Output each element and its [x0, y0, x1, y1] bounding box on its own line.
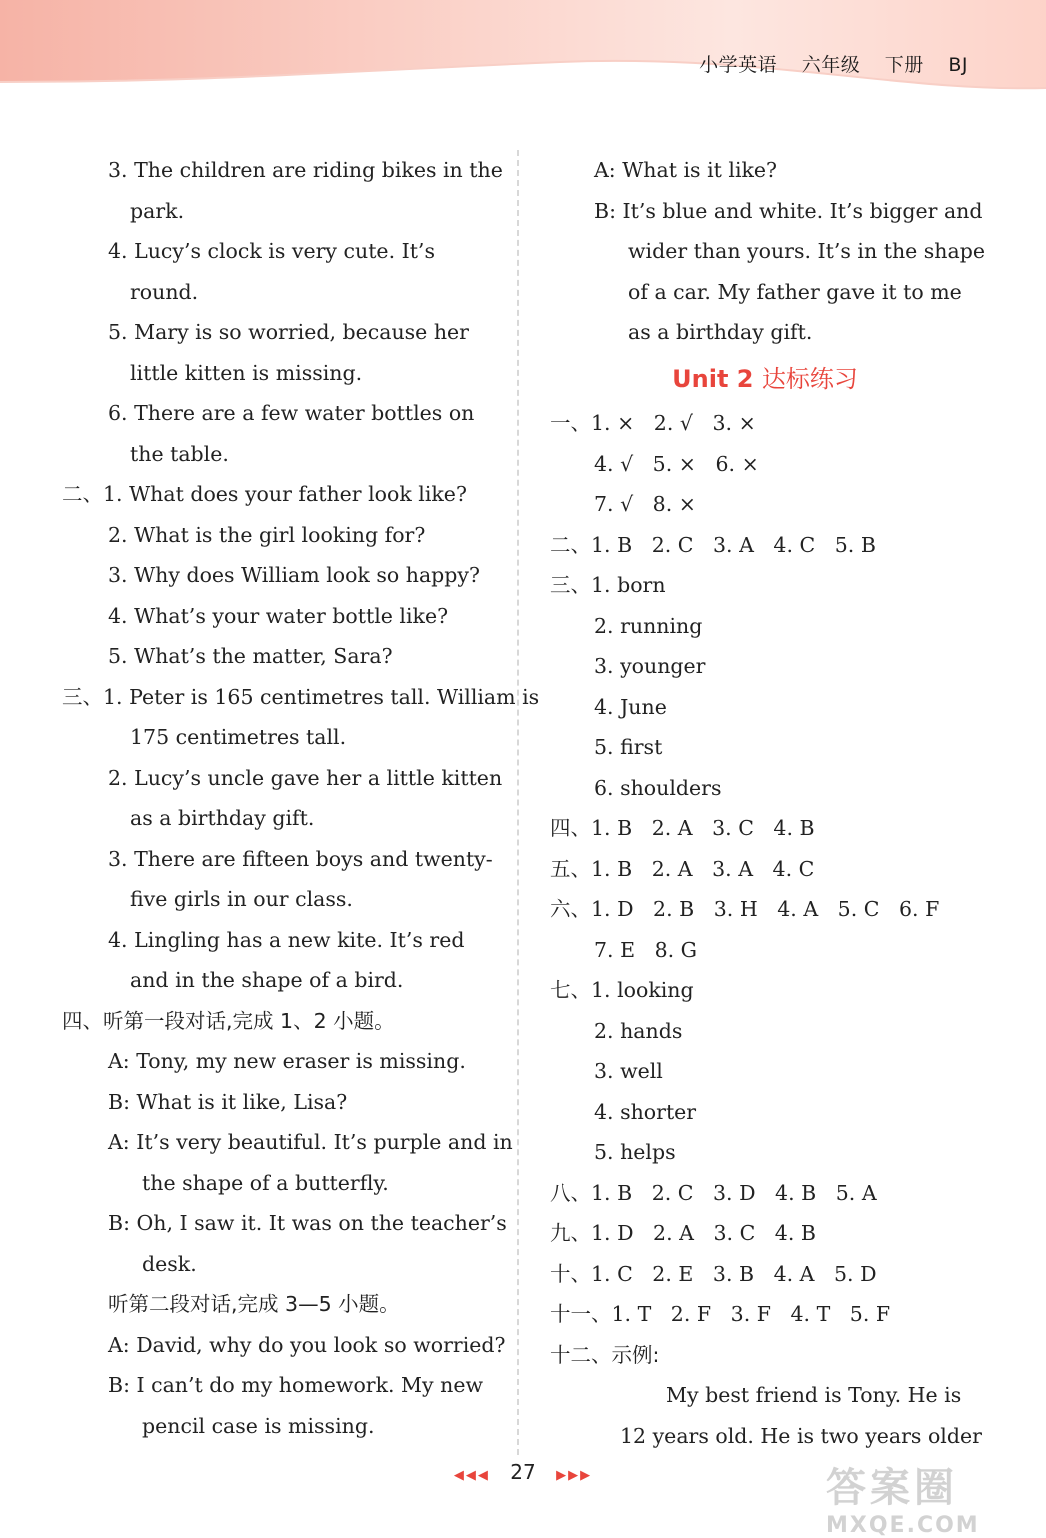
answer-line: 三、1. born — [550, 573, 666, 597]
section-heading: 二、1. What does your father look like? — [62, 482, 467, 506]
answer-line: 九、1. D 2. A 3. C 4. B — [550, 1221, 816, 1245]
sample-essay-line: 12 years old. He is two years older — [620, 1423, 982, 1448]
watermark-line1: 答案圈 — [826, 1465, 958, 1511]
answer-line: 四、1. B 2. A 3. C 4. B — [550, 816, 815, 840]
unit-title-zh: 达标练习 — [761, 364, 858, 393]
header-edition: BJ — [948, 54, 968, 76]
header-volume: 下册 — [884, 54, 924, 76]
header-grade: 六年级 — [801, 54, 861, 76]
answer-line: 4. June — [594, 694, 667, 719]
watermark-line2: MXQE.COM — [826, 1513, 980, 1538]
text-line: 6. There are a few water bottles on — [108, 401, 475, 425]
answer-line: 十二、示例: — [550, 1342, 660, 1367]
dialogue-line: wider than yours. It’s in the shape — [628, 239, 985, 263]
text-line: 175 centimetres tall. — [130, 725, 347, 749]
section-subheading: 听第二段对话,完成 3—5 小题。 — [108, 1292, 400, 1316]
section-heading: 三、1. Peter is 165 centimetres tall. William is — [62, 684, 540, 709]
dialogue-line: the shape of a butterfly. — [142, 1170, 389, 1195]
answer-line: 六、1. D 2. B 3. H 4. A 5. C 6. F — [550, 897, 940, 921]
dialogue-line: B: I can’t do my homework. My new — [108, 1373, 484, 1397]
answer-line: 八、1. B 2. C 3. D 4. B 5. A — [550, 1180, 877, 1205]
dialogue-line: B: What is it like, Lisa? — [108, 1089, 348, 1114]
answer-line: 3. well — [594, 1059, 663, 1083]
text-line: 3. The children are riding bikes in the — [108, 158, 503, 182]
answer-line: 十一、1. T 2. F 3. F 4. T 5. F — [550, 1302, 891, 1326]
column-divider — [517, 150, 519, 1455]
text-line: 4. Lingling has a new kite. It’s red — [108, 927, 465, 952]
text-line: little kitten is missing. — [130, 360, 363, 385]
text-line: 2. What is the girl looking for? — [108, 522, 426, 547]
text-line: as a birthday gift. — [130, 806, 315, 830]
dialogue-line: of a car. My father gave it to me — [628, 279, 962, 304]
answer-line: 7. E 8. G — [594, 937, 698, 962]
answer-line: 4. shorter — [594, 1099, 697, 1124]
text-line: park. — [130, 198, 185, 223]
answer-line: 五、1. B 2. A 3. A 4. C — [550, 856, 815, 881]
text-line: 4. Lucy’s clock is very cute. It’s — [108, 239, 435, 263]
text-line: the table. — [130, 441, 229, 466]
section-heading: 四、听第一段对话,完成 1、2 小题。 — [62, 1008, 395, 1033]
answer-line: 一、1. × 2. √ 3. × — [550, 411, 756, 435]
prev-arrows-icon: ◀◀◀ — [453, 1468, 490, 1483]
sample-essay-line: My best friend is Tony. He is — [666, 1383, 962, 1407]
left-column — [62, 150, 540, 1446]
answer-line: 二、1. B 2. C 3. A 4. C 5. B — [550, 532, 876, 557]
dialogue-line: A: It’s very beautiful. It’s purple and in — [108, 1130, 513, 1154]
text-line: 3. There are fifteen boys and twenty- — [108, 846, 493, 871]
answer-line: 2. running — [594, 613, 703, 638]
answer-line: 5. helps — [594, 1140, 676, 1164]
answer-line: 七、1. looking — [550, 978, 694, 1002]
dialogue-line: as a birthday gift. — [628, 320, 813, 344]
dialogue-line: A: David, why do you look so worried? — [108, 1332, 506, 1357]
text-line: five girls in our class. — [130, 887, 353, 911]
text-line: 2. Lucy’s uncle gave her a little kitten — [108, 765, 503, 790]
header-info — [681, 50, 968, 77]
answer-line: 十、1. C 2. E 3. B 4. A 5. D — [550, 1261, 877, 1286]
text-line: 3. Why does William look so happy? — [108, 563, 480, 587]
dialogue-line: A: What is it like? — [594, 158, 778, 182]
answer-line: 4. √ 5. × 6. × — [594, 451, 759, 476]
page-number: 27 — [510, 1460, 536, 1484]
next-arrows-icon: ▶▶▶ — [556, 1468, 593, 1483]
header-subject: 小学英语 — [699, 54, 778, 76]
answer-line: 3. younger — [594, 654, 706, 678]
text-line: 4. What’s your water bottle like? — [108, 603, 449, 628]
text-line: 5. What’s the matter, Sara? — [108, 644, 393, 668]
answer-line: 6. shoulders — [594, 775, 722, 800]
text-line: 5. Mary is so worried, because her — [108, 320, 469, 344]
dialogue-line: desk. — [142, 1251, 197, 1276]
dialogue-line: pencil case is missing. — [142, 1413, 375, 1438]
unit-title-en: Unit 2 — [672, 364, 754, 393]
answer-line: 7. √ 8. × — [594, 492, 696, 516]
unit-title — [550, 359, 980, 400]
text-line: round. — [130, 279, 199, 304]
answer-line: 2. hands — [594, 1018, 683, 1043]
text-line: and in the shape of a bird. — [130, 968, 404, 992]
dialogue-line: B: It’s blue and white. It’s bigger and — [594, 198, 983, 223]
watermark-logo — [826, 1456, 1026, 1538]
dialogue-line: B: Oh, I saw it. It was on the teacher’s — [108, 1211, 507, 1235]
answer-line: 5. first — [594, 735, 663, 759]
right-column — [550, 150, 985, 1456]
dialogue-line: A: Tony, my new eraser is missing. — [108, 1049, 466, 1073]
